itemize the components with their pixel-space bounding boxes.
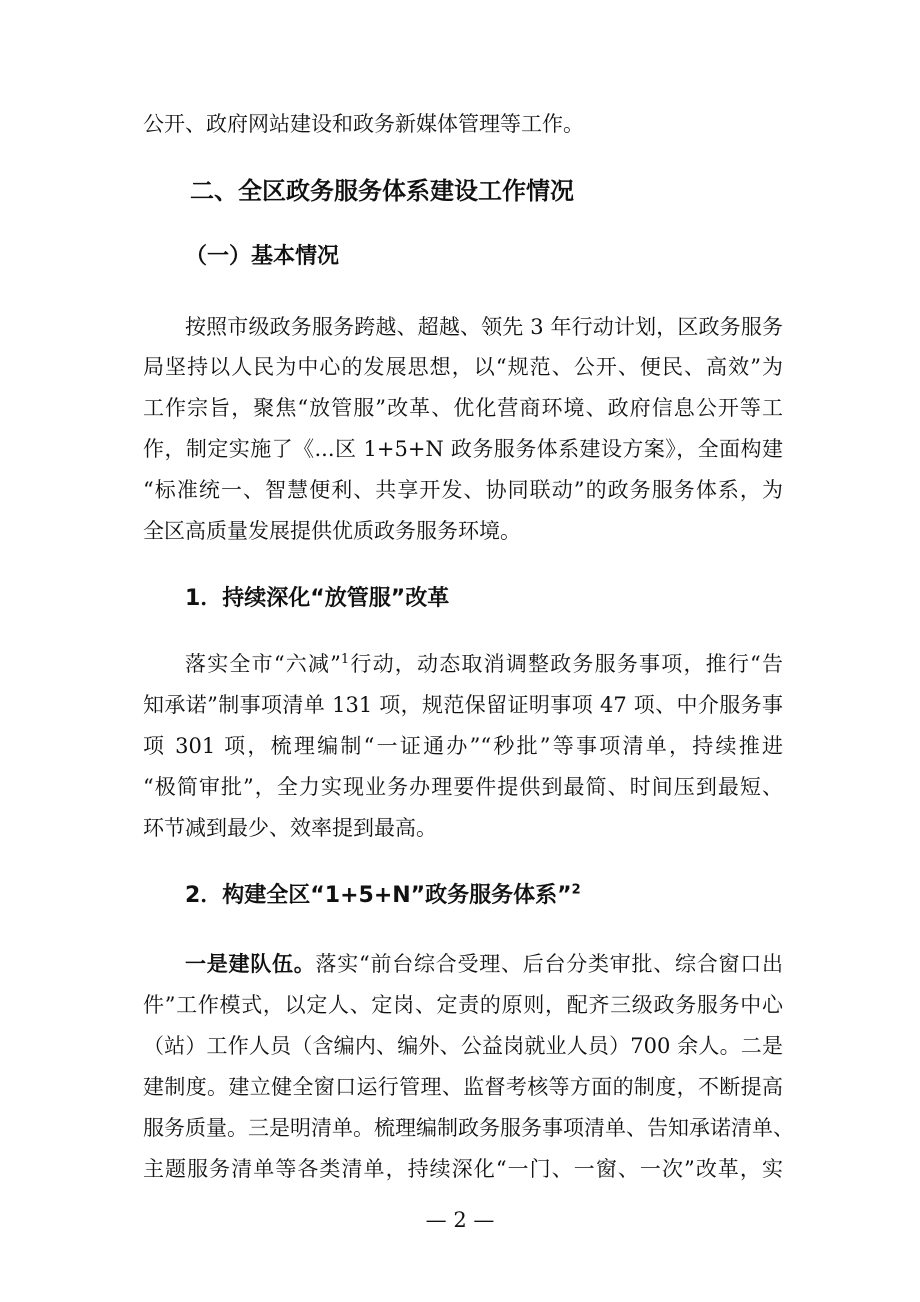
lead-phrase: 一是建队伍。 bbox=[185, 951, 316, 976]
line-text: 行动，动态取消调整政务服务事项，推行“告 bbox=[349, 652, 783, 676]
footnote-marker: 1 bbox=[340, 652, 350, 667]
page-number: — 2 — bbox=[425, 1208, 495, 1232]
paragraph-line: 件”工作模式，以定人、定岗、定责的原则，配齐三级政务服务中心 bbox=[143, 993, 783, 1017]
paragraph-line bbox=[185, 649, 783, 679]
subsection-heading: （一）基本情况 bbox=[185, 244, 340, 269]
paragraph-line: 服务质量。三是明清单。梳理编制政务服务事项清单、告知承诺清单、 bbox=[143, 1116, 794, 1140]
line-text: 落实“前台综合受理、后台分类审批、综合窗口出 bbox=[315, 952, 784, 976]
paragraph-line: 建制度。建立健全窗口运行管理、监督考核等方面的制度，不断提高 bbox=[143, 1075, 783, 1099]
footnote-marker: 2 bbox=[571, 882, 581, 898]
paragraph-line: 全区高质量发展提供优质政务服务环境。 bbox=[143, 519, 521, 543]
section-heading: 二、全区政务服务体系建设工作情况 bbox=[190, 177, 574, 205]
paragraph-line bbox=[185, 949, 783, 979]
paragraph-line: “标准统一、智慧便利、共享开发、协同联动”的政务服务体系，为 bbox=[143, 478, 783, 502]
paragraph-line: 工作宗旨，聚焦“放管服”改革、优化营商环境、政府信息公开等工 bbox=[143, 396, 783, 420]
paragraph-line: （站）工作人员（含编内、编外、公益岗就业人员）700 余人。二是 bbox=[143, 1034, 783, 1058]
paragraph-line: 局坚持以人民为中心的发展思想，以“规范、公开、便民、高效”为 bbox=[143, 355, 783, 379]
paragraph-line: 知承诺”制事项清单 131 项，规范保留证明事项 47 项、中介服务事 bbox=[143, 693, 783, 717]
paragraph-line: 主题服务清单等各类清单，持续深化“一门、一窗、一次”改革，实 bbox=[143, 1157, 783, 1181]
item-heading bbox=[185, 880, 581, 912]
paragraph-line: “极简审批”，全力实现业务办理要件提供到最简、时间压到最短、 bbox=[143, 775, 783, 799]
line-text: 落实全市“六减” bbox=[185, 652, 341, 676]
carry-over-line: 公开、政府网站建设和政务新媒体管理等工作。 bbox=[143, 112, 584, 136]
paragraph-line: 按照市级政务服务跨越、超越、领先 3 年行动计划，区政务服务 bbox=[185, 315, 783, 339]
heading-text: 2．构建全区“1+5+N”政务服务体系” bbox=[185, 883, 572, 908]
paragraph-line: 项 301 项，梳理编制“一证通办”“秒批”等事项清单，持续推进 bbox=[143, 734, 783, 758]
item-heading: 1．持续深化“放管服”改革 bbox=[185, 586, 450, 611]
paragraph-line: 作，制定实施了《...区 1+5+N 政务服务体系建设方案》，全面构建 bbox=[143, 437, 783, 461]
paragraph-line: 环节减到最少、效率提到最高。 bbox=[143, 816, 437, 840]
